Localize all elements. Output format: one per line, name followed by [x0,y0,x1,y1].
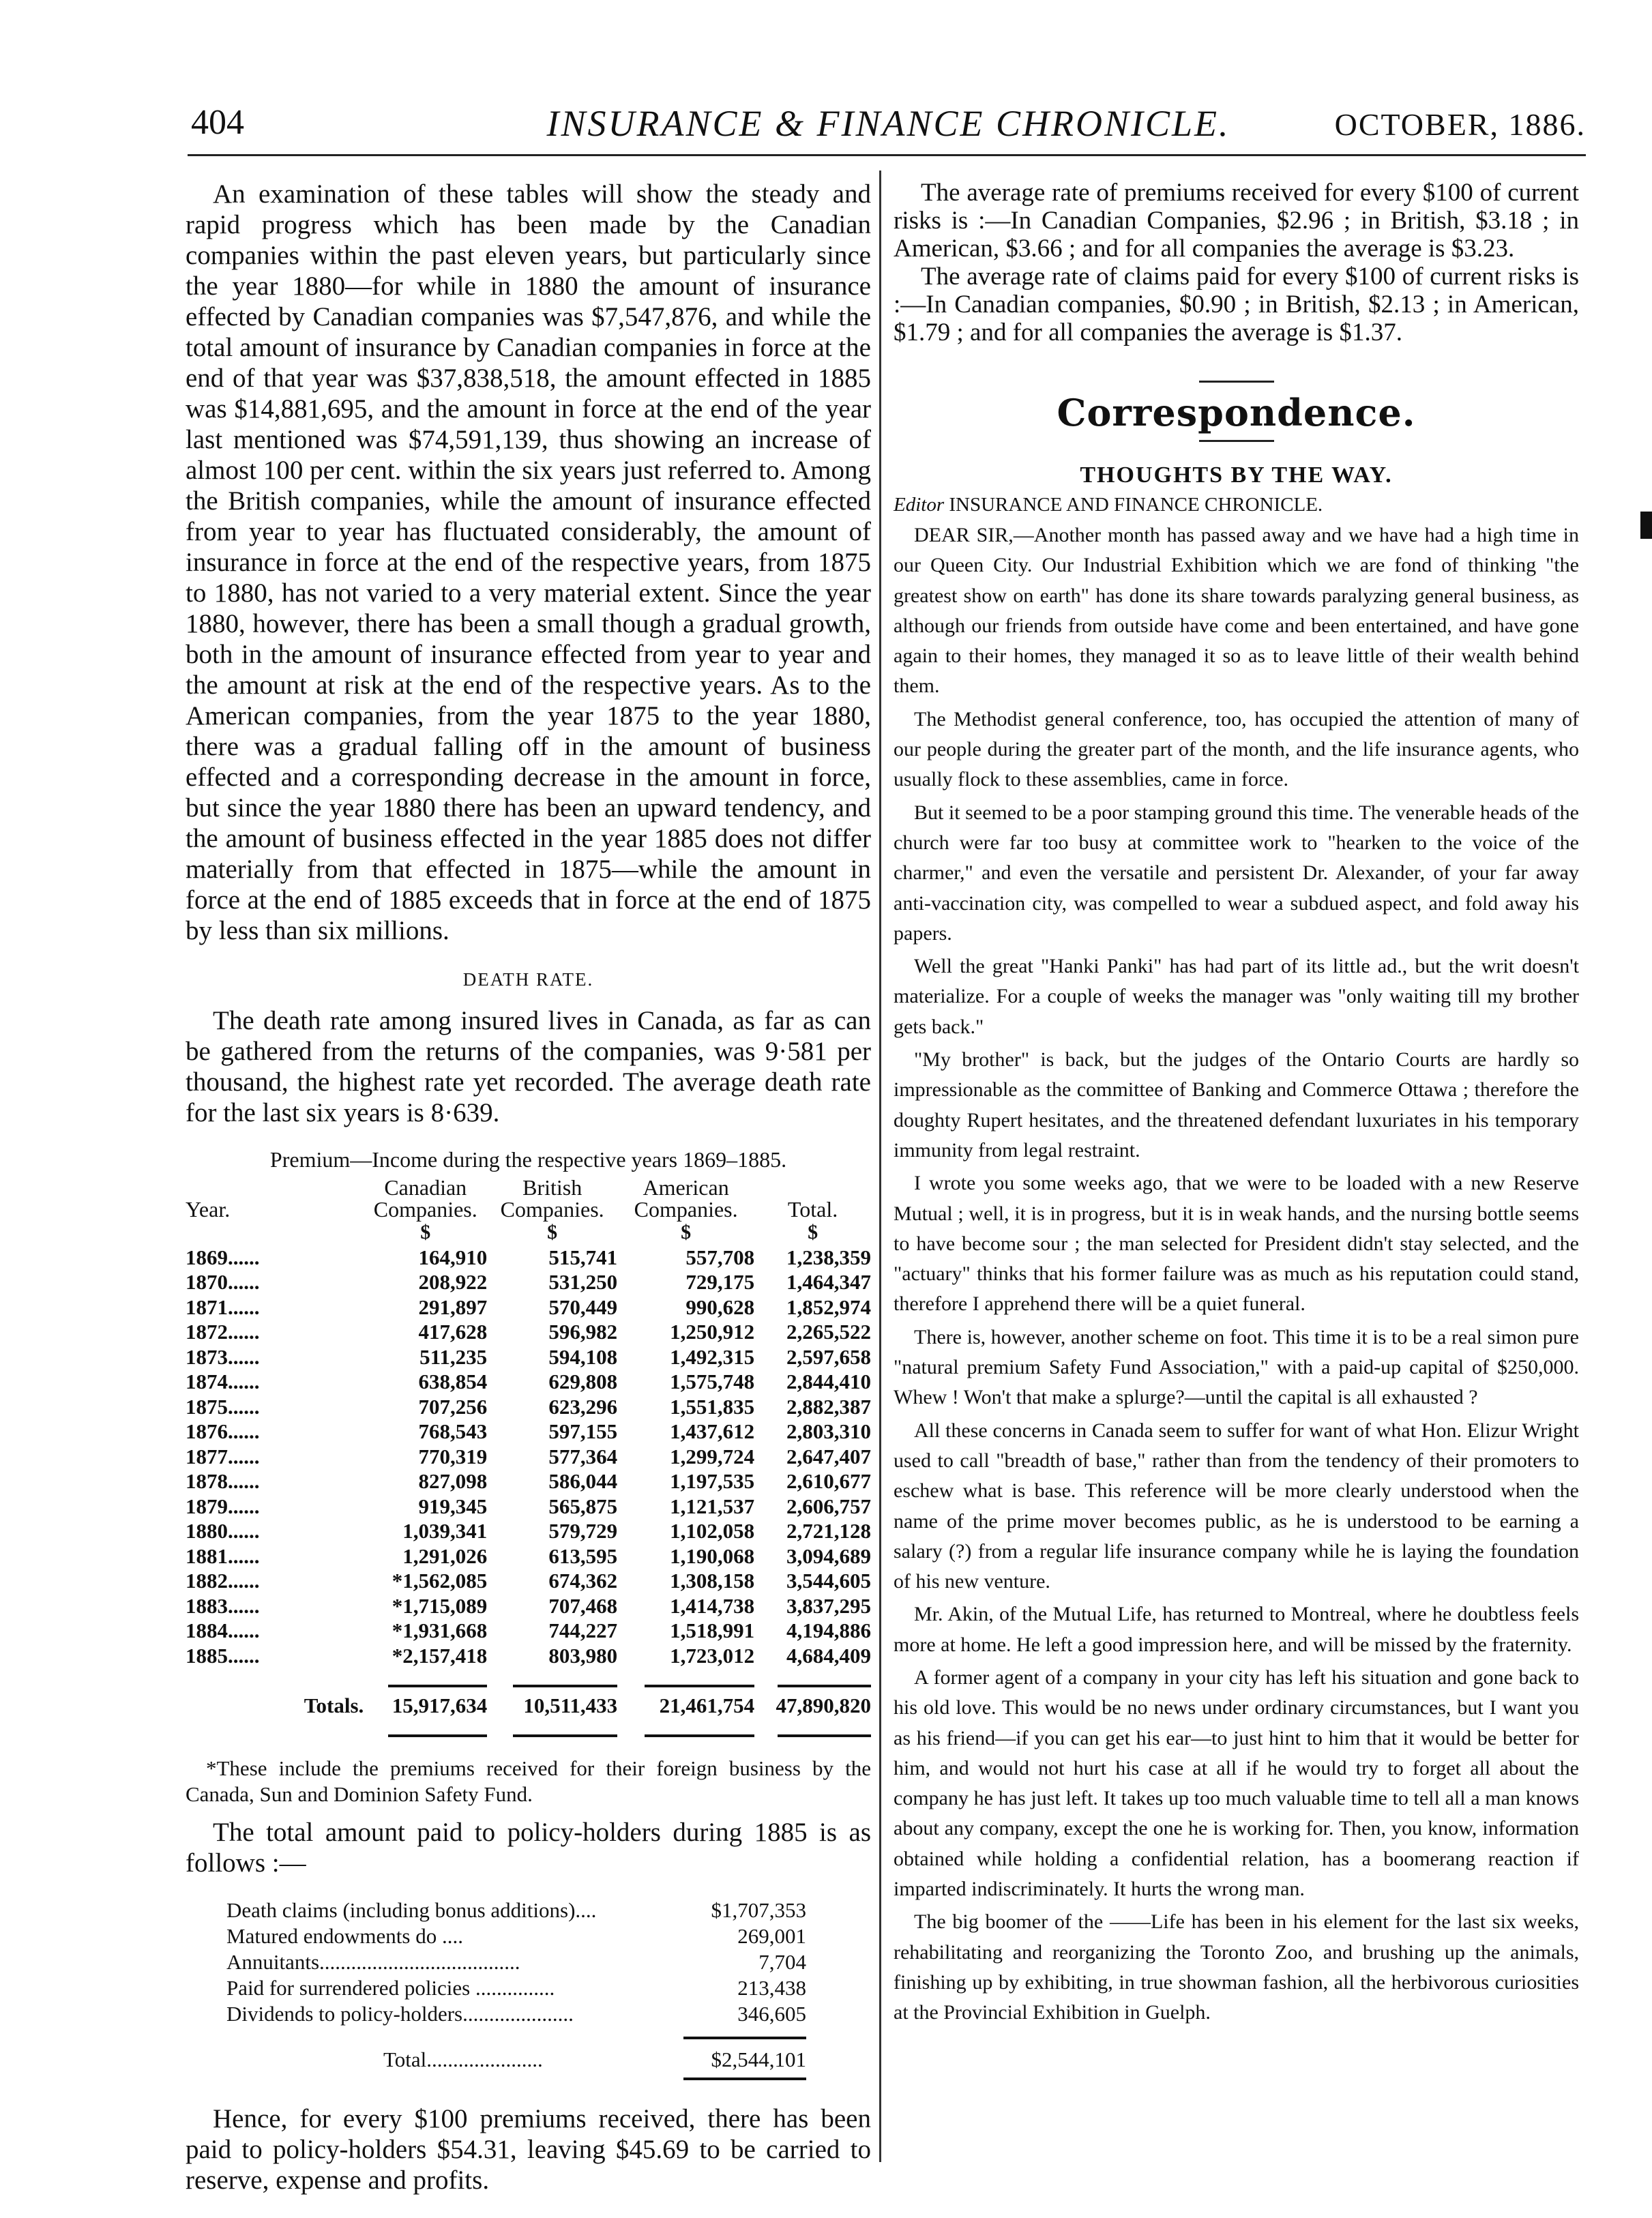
cell-canadian: 417,628 [418,1320,488,1344]
cell-canadian: *1,562,085 [392,1569,488,1593]
cell-year: 1870...... [186,1270,260,1294]
table-row [186,1544,871,1569]
cell-american: 1,551,835 [670,1394,755,1419]
cell-american: 1,492,315 [670,1344,755,1369]
cell-canadian: 770,319 [418,1444,488,1468]
cell-british: 579,729 [548,1519,618,1543]
cell-total: 3,544,605 [786,1569,871,1593]
table-row [186,1419,871,1445]
intro-paragraph: An examination of these tables will show the steady and rapid progress which has been made by the Canadian companies within the past eleven years, but particularly since the year 1880—for while in 1880 the amount of insurance effected by Canadian companies was $7,547,876, and while the total amount of insurance by Canadian companies in force at the end of that year was $37,838,518, the amount effected in 1885 was $14,881,695, and the amount in force at the end of the year last mentioned was $74,591,139, thus showing an increase of almost 100 per cent. within the six years just referred to. Among the British companies, while the amount of insurance effected from year to year has fluctuated considerably, the amount of insurance in force at the end of the respective years, from 1875 to 1880, has not varied to a very material extent. Since the year 1880, however, there has been a small though a gradual growth, both in the amount of insurance effected from year to year and the amount at risk at the end of the respective years. As to the American companies, from the year 1875 to the year 1880, there was a gradual falling off in the amount of business effected and a corresponding decrease in the amount in force, but since the year 1880 there has been an upward tendency, and the amount of business effected in the year 1885 does not differ materially from that effected in 1875—while the amount in force at the end of 1885 exceeds that in force at the end of 1875 by less than six millions. [186,179,871,945]
table-row [186,1295,871,1320]
currency-row [186,1220,871,1245]
cell-year: 1880...... [186,1519,260,1543]
col-header-american: American Companies. [634,1175,738,1222]
cell-total: 3,837,295 [786,1593,871,1618]
cell-total: 1,238,359 [786,1245,871,1269]
payments-intro: The total amount paid to policy-holders during 1885 is as follows :— [186,1817,871,1878]
payments-list [226,1897,806,2080]
letter-paragraph: Mr. Akin, of the Mutual Life, has returned to Montreal, where he doubtless feels more at home. He left a good impression here, and will be missed by the fraternity. [894,1603,1579,1656]
section-rule-bottom [1199,440,1274,442]
col-header-year: Year. [186,1197,231,1222]
publication-title: INSURANCE & FINANCE CHRONICLE. [546,103,1230,144]
cell-british: 515,741 [548,1245,618,1269]
payments-total-row [226,2046,806,2073]
table-row [186,1370,871,1395]
cell-canadian: 919,345 [418,1494,488,1518]
cell-american: 990,628 [685,1295,755,1319]
letter-body [894,520,1579,2028]
issue-date: OCTOBER, 1886. [1334,107,1586,142]
payment-item [226,1897,806,1923]
cell-canadian: 638,854 [418,1370,488,1393]
letter-paragraph: But it seemed to be a poor stamping ground this time. The venerable heads of the church were far too busy at committee work to "hearken to the voice of the charmer," and even the versatile and persistent Dr. Alexander, of your far away anti-vaccination city, was compelled to wear a subdued aspect, and fold away his papers. [894,801,1579,945]
payment-item [226,1949,806,1975]
page-edge-mark [1640,512,1652,539]
left-column [186,179,871,2195]
cell-canadian: *2,157,418 [392,1643,488,1668]
cell-american: 1,197,535 [670,1469,755,1493]
payment-amount: 213,438 [737,1975,806,2000]
cell-american: 1,250,912 [670,1320,755,1344]
payment-amount: 269,001 [737,1923,806,1948]
cell-british: 674,362 [548,1569,618,1593]
cell-year: 1883...... [186,1593,260,1618]
cell-canadian: *1,715,089 [392,1593,488,1618]
totals-rule [186,1718,871,1743]
cell-canadian: 707,256 [418,1394,488,1419]
table-row [186,1245,871,1271]
death-rate-heading: DEATH RATE. [462,969,594,990]
cell-total: 2,597,658 [786,1344,871,1369]
cell-year: 1876...... [186,1419,260,1443]
cell-british: 613,595 [548,1543,618,1568]
cell-canadian: 1,291,026 [402,1543,488,1568]
cell-american: 1,723,012 [670,1643,755,1668]
payment-amount: 346,605 [737,2001,806,2026]
cell-british: 707,468 [548,1593,618,1618]
cell-total: 3,094,689 [786,1543,871,1568]
cell-year: 1869...... [186,1245,260,1269]
cell-canadian: 1,039,341 [402,1519,488,1543]
cell-canadian: 208,922 [418,1270,488,1294]
premium-income-table [186,1177,871,1743]
cell-american: 1,299,724 [670,1444,755,1468]
page-header [191,102,1586,150]
cell-canadian: 164,910 [418,1245,488,1269]
article-title: THOUGHTS BY THE WAY. [1080,462,1393,488]
table-row [186,1519,871,1544]
conclusion-paragraph: Hence, for every $100 premiums received, there has been paid to policy-holders $54.31, leaving $45.69 to be carried to reserve, expense and profits. [186,2103,871,2195]
cell-year: 1884...... [186,1618,260,1642]
col-header-total: Total. [787,1197,838,1222]
cell-american: 1,437,612 [670,1419,755,1443]
cell-american: 1,190,068 [670,1543,755,1568]
total-year: Totals. [304,1693,364,1717]
cell-total: 1,464,347 [786,1270,871,1294]
col-header-british: British Companies. [500,1175,604,1222]
cell-american: 557,708 [685,1245,755,1269]
cell-british: 594,108 [548,1344,618,1369]
total-canadian: 15,917,634 [392,1693,488,1717]
cell-british: 744,227 [548,1618,618,1642]
payment-amount: $1,707,353 [711,1897,806,1922]
cell-british: 803,980 [548,1643,618,1668]
cell-british: 629,808 [548,1370,618,1393]
currency-symbol: $ [547,1221,558,1243]
total-british: 10,511,433 [523,1693,618,1717]
cell-year: 1872...... [186,1320,260,1344]
letter-paragraph: There is, however, another scheme on foot. This time it is to be a real simon pure "natural premium Safety Fund Association," with a paid-up capital of $250,000. Whew ! Won't that make a splurge?—until the capital is all exhausted ? [894,1325,1579,1409]
payment-item [226,1923,806,1949]
cell-year: 1878...... [186,1469,260,1493]
table-row [186,1469,871,1494]
cell-year: 1873...... [186,1344,260,1369]
header-rule [188,154,1586,156]
cell-total: 2,721,128 [786,1519,871,1543]
table-row [186,1445,871,1470]
cell-canadian: *1,931,668 [392,1618,488,1642]
table-row [186,1569,871,1594]
cell-american: 1,121,537 [670,1494,755,1518]
payment-label: Dividends to policy-holders..................... [226,2001,574,2026]
letter-paragraph: The Methodist general conference, too, has occupied the attention of many of our people during the greater part of the month, and the life insurance agents, who usually flock to these assemblies, came in force. [894,707,1579,791]
payment-amount: 7,704 [758,1949,806,1974]
cell-year: 1879...... [186,1494,260,1518]
total-total: 47,890,820 [776,1693,871,1717]
letter-paragraph: I wrote you some weeks ago, that we were to be loaded with a new Reserve Mutual ; well, it is in progress, but it is in weak hands, and the nursing bottle seems to have become sour ; the man selected for President didn't stay selected, and the "actuary" thinks that his former failure was as much as his reputation could stand, therefore I apprehend there will be a quiet funeral. [894,1172,1579,1316]
cell-year: 1875...... [186,1394,260,1419]
payment-item [226,1975,806,2001]
payment-item [226,2001,806,2027]
currency-symbol: $ [808,1221,818,1243]
table-row [186,1494,871,1520]
cell-total: 2,844,410 [786,1370,871,1393]
right-column [894,179,1579,2031]
payment-label: Matured endowments do .... [226,1923,463,1948]
table-row [186,1618,871,1644]
letter-paragraph: "My brother" is back, but the judges of the Ontario Courts are hardly so impressionable as the committee of Banking and Commerce Ottawa ; therefore the doughty Rupert hesitates, and the threatened defendant luxuriates in his temporary immunity from legal restraint. [894,1048,1579,1162]
cell-british: 623,296 [548,1394,618,1419]
currency-symbol: $ [420,1221,431,1243]
payment-label: Death claims (including bonus additions).... [226,1897,597,1922]
payment-label: Annuitants...................................... [226,1949,520,1974]
payment-label: Paid for surrendered policies ............... [226,1975,555,2000]
cell-total: 2,265,522 [786,1320,871,1344]
cell-canadian: 827,098 [418,1469,488,1493]
letter-paragraph: All these concerns in Canada seem to suffer for want of what Hon. Elizur Wright used to call "breadth of base," rather than from the tendency of their promoters to eschew what is base. This reference will be more clearly understood when the name of the prime mover becomes public, as he is understood to be earning a salary (?) from a regular life insurance company while he is laying the foundation of his new venture. [894,1419,1579,1593]
table-header-row [186,1177,871,1220]
cell-total: 4,684,409 [786,1643,871,1668]
cell-american: 1,102,058 [670,1519,755,1543]
totals-row [186,1694,871,1719]
payments-rule [683,2037,806,2039]
table-row [186,1395,871,1420]
column-divider [879,171,881,2162]
salutation-addressee [894,494,1579,516]
table-row [186,1594,871,1619]
premium-rates-paragraph: The average rate of premiums received for every $100 of current risks is :—In Canadian Companies, $2.96 ; in British, $3.18 ; in American, $3.66 ; and for all companies the average is $3.23. [894,179,1579,263]
cell-british: 586,044 [548,1469,618,1493]
section-title: Correspondence. [1057,391,1416,434]
currency-symbol: $ [681,1221,692,1243]
cell-british: 596,982 [548,1320,618,1344]
cell-american: 1,575,748 [670,1370,755,1393]
payments-rule [683,2077,806,2080]
cell-year: 1881...... [186,1543,260,1568]
table-row [186,1270,871,1295]
cell-british: 570,449 [548,1295,618,1319]
editor-prefix: Editor [894,494,945,516]
section-rule-top [1199,381,1274,383]
letter-paragraph: A former agent of a company in your city has left his situation and gone back to his old love. This would be no news under ordinary circumstances, but I want you as his friend—if you can get his ear—to just hint to him that it would be better for him, and would not hurt his case at all if he would try to forget all about the company he has just left. It takes up too much valuable time to tell all a man knows about any company, except the one he is working for. Then, you know, information obtained while holding a confidential relation, has a boomerang reaction if imparted indiscriminately. It hurts the wrong man. [894,1666,1579,1901]
col-header-canadian: Canadian Companies. [373,1175,477,1222]
cell-canadian: 291,897 [418,1295,488,1319]
letter-paragraph: DEAR SIR,—Another month has passed away and we have had a high time in our Queen City. Our Industrial Exhibition which we are fond of thinking "the greatest show on earth" has done its share towards paralyzing general business, as although our friends from outside have come and been entertained, and have gone again to their homes, they managed it so as to leave little of their wealth behind them. [894,524,1579,698]
editor-name: INSURANCE AND FINANCE CHRONICLE. [949,494,1323,516]
cell-total: 4,194,886 [786,1618,871,1642]
cell-year: 1877...... [186,1444,260,1468]
cell-year: 1874...... [186,1370,260,1393]
cell-year: 1871...... [186,1295,260,1319]
cell-total: 1,852,974 [786,1295,871,1319]
payments-total-amount: $2,544,101 [711,2047,806,2071]
letter-paragraph: Well the great "Hanki Panki" has had part of its little ad., but the writ doesn't materialize. For a couple of weeks the manager was "only waiting till my brother gets back." [894,955,1579,1038]
cell-british: 597,155 [548,1419,618,1443]
table-row [186,1644,871,1669]
table-row [186,1345,871,1370]
cell-american: 729,175 [685,1270,755,1294]
cell-total: 2,647,407 [786,1444,871,1468]
cell-total: 2,606,757 [786,1494,871,1518]
table-footnote: *These include the premiums received for their foreign business by the Canada, Sun and Dominion Safety Fund. [186,1756,871,1806]
payments-total-label: Total...................... [383,2047,543,2071]
total-american: 21,461,754 [659,1693,755,1717]
claim-rates-paragraph: The average rate of claims paid for every $100 of current risks is :—In Canadian companies, $0.90 ; in British, $2.13 ; in American, $1.79 ; and for all companies the average is $1.37. [894,263,1579,346]
cell-american: 1,308,158 [670,1569,755,1593]
cell-american: 1,414,738 [670,1593,755,1618]
page-number: 404 [191,103,244,142]
death-rate-paragraph: The death rate among insured lives in Canada, as far as can be gathered from the returns of the companies, was 9·581 per thousand, the highest rate yet recorded. The average death rate for the last six years is 8·639. [186,1006,871,1127]
cell-total: 2,610,677 [786,1469,871,1493]
cell-canadian: 511,235 [419,1344,488,1369]
cell-total: 2,803,310 [786,1419,871,1443]
table-row [186,1320,871,1345]
cell-british: 577,364 [548,1444,618,1468]
cell-year: 1882...... [186,1569,260,1593]
totals-rule [186,1668,871,1694]
cell-year: 1885...... [186,1643,260,1668]
cell-british: 565,875 [548,1494,618,1518]
cell-canadian: 768,543 [418,1419,488,1443]
cell-total: 2,882,387 [786,1394,871,1419]
letter-paragraph: The big boomer of the ——Life has been in his element for the last six weeks, rehabilitating and reorganizing the Toronto Zoo, and brushing up the animals, finishing up by exhibiting, in true showman fashion, all the herbivorous curiosities at the Provincial Exhibition in Guelph. [894,1910,1579,2024]
cell-british: 531,250 [548,1270,618,1294]
table-caption: Premium—Income during the respective years 1869–1885. [269,1147,787,1172]
cell-american: 1,518,991 [670,1618,755,1642]
